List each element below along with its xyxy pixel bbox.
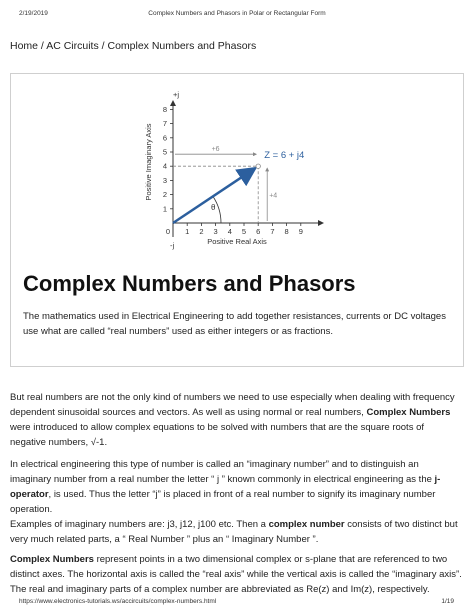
x-tick-label: 0 (165, 227, 171, 236)
breadcrumb-home-link[interactable]: Home (10, 40, 39, 52)
y-tick-label: 5 (162, 147, 167, 157)
bold-term: complex number (268, 519, 345, 530)
y-axis-title: Positive Imaginary Axis (144, 123, 153, 201)
paragraph-examples (10, 517, 462, 547)
print-page-number: 1/19 (441, 598, 454, 605)
axes (173, 101, 323, 237)
text-span: Examples of imaginary numbers are: (10, 519, 168, 530)
text-span: were introduced to allow complex equations to be solved with numbers that are the square roots of negative numbers, √-1. (10, 422, 425, 448)
paragraph-imaginary-number (10, 457, 462, 517)
intro-paragraph: The mathematics used in Electrical Engineering to add together resistances, currents or DC voltages use what are called “real numbers” used as either integers or as fractions. (23, 311, 446, 337)
x-tick-label: 5 (241, 227, 247, 236)
bold-term: Complex Numbers (366, 407, 451, 418)
x-tick-label: 8 (284, 227, 289, 236)
x-axis-title: Positive Real Axis (207, 237, 267, 246)
y-tick-label: 1 (162, 204, 167, 214)
breadcrumb-section-link[interactable]: AC Circuits (46, 40, 99, 52)
y-tick-label: 7 (162, 119, 167, 129)
page-title: Complex Numbers and Phasors (23, 271, 356, 296)
breadcrumb-separator: / (98, 40, 108, 52)
bold-term: Complex Numbers (10, 554, 94, 565)
text-span: represent points in a two dimensional complex or s-plane that are referenced to two distinct axes. The horizontal axis is called the “real axis” while the vertical axis is called the “imaginary axis”. The real and imaginary parts of a complex number are abbreviated as Re(z) and Im(z), respectively. (10, 554, 462, 595)
print-doc-title: Complex Numbers and Phasors in Polar or Rectangular Form (148, 10, 326, 17)
text-span: But real numbers are not the only kind of numbers we need to use especially when dealing with frequency dependent sinusoidal sources and vectors. As well as using normal or real numbers, (10, 392, 455, 418)
bold-term: j-operator (10, 474, 441, 500)
y-tick-label: 8 (162, 104, 167, 114)
breadcrumb (10, 40, 256, 52)
minus-j-label: -j (170, 241, 175, 250)
phasor-vector (173, 164, 260, 223)
complex-plane-diagram (135, 84, 345, 264)
x-tick-label: 4 (227, 227, 232, 236)
text-span: , is used. Thus the letter “j” is placed in front of a real number to signify its imaginary number operation. (10, 489, 436, 515)
complex-plane-figure (135, 84, 345, 264)
y-tick-label: 3 (162, 175, 167, 185)
paragraph-complex-plane (10, 552, 462, 597)
imag-dimension-label: +4 (269, 192, 278, 200)
print-date: 2/19/2019 (19, 10, 48, 17)
imaginary-examples: j3, j12, j100 (167, 519, 216, 530)
y-tick-label: 2 (162, 190, 167, 200)
angle-theta-label: θ (211, 203, 216, 212)
y-tick-label: 4 (162, 161, 167, 171)
paragraph-real-numbers (10, 390, 462, 450)
y-tick-label: 6 (162, 133, 167, 143)
phasor-arrow (173, 168, 255, 223)
phasor-endpoint (256, 164, 260, 168)
x-tick-label: 1 (185, 227, 190, 236)
text-span: etc. Then a (215, 519, 269, 530)
text-span: consists of two distinct but very much related parts, a “ Real Number ” plus an “ Imaginary Number ”. (10, 519, 458, 545)
print-url: https://www.electronics-tutorials.ws/accircuits/complex-numbers.html (19, 598, 217, 605)
hero-card (10, 73, 464, 367)
plus-j-label: +j (173, 90, 180, 99)
phasor-label: Z = 6 + j4 (264, 150, 305, 162)
x-tick-label: 6 (256, 227, 261, 236)
x-tick-label: 3 (213, 227, 218, 236)
x-tick-label: 2 (199, 227, 204, 236)
x-tick-label: 9 (298, 227, 303, 236)
breadcrumb-separator: / (38, 40, 47, 52)
x-tick-label: 7 (270, 227, 275, 236)
real-dimension-label: +6 (211, 146, 220, 154)
text-span: In electrical engineering this type of number is called an “imaginary number” and to distinguish an imaginary number from a real number the letter “ j ” known commonly in electrical engineering as the (10, 459, 435, 485)
breadcrumb-current: Complex Numbers and Phasors (107, 40, 257, 52)
